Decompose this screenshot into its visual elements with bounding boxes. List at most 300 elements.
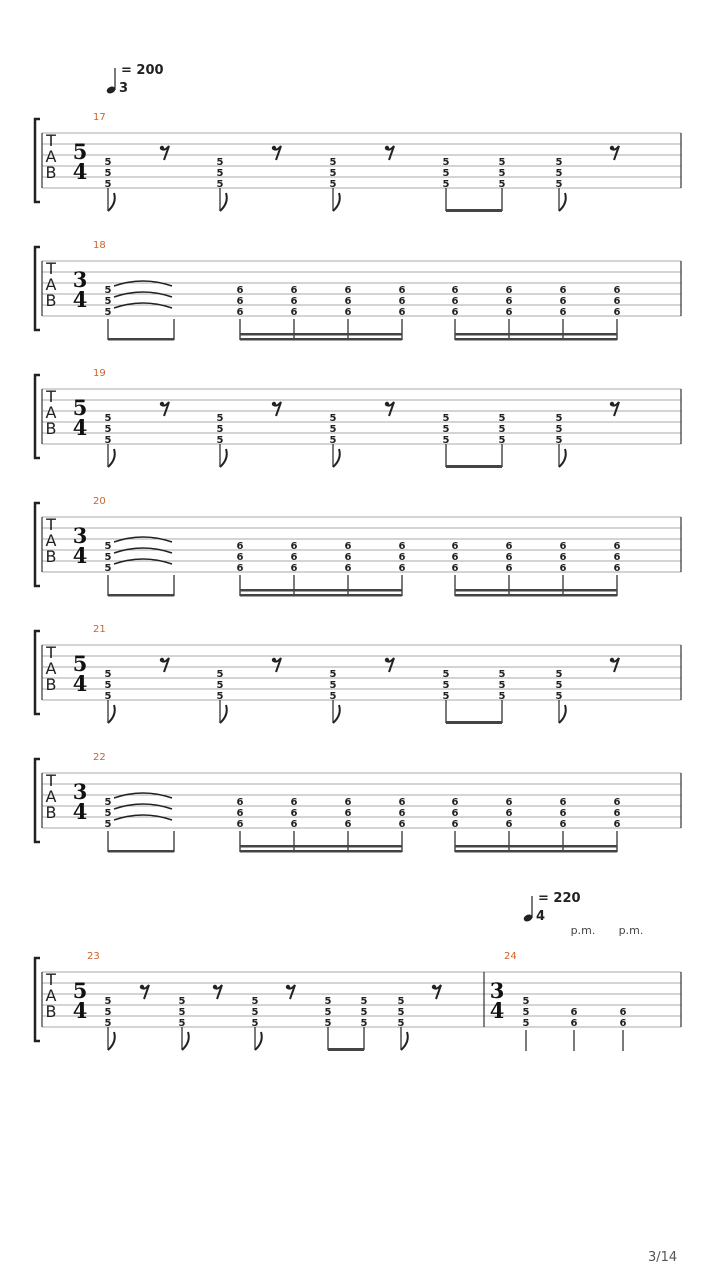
beam bbox=[455, 589, 617, 592]
beam bbox=[240, 850, 402, 853]
tempo-bpm: = 220 bbox=[538, 891, 581, 906]
fret-number: 5 bbox=[104, 541, 112, 552]
measure-number: 21 bbox=[93, 624, 106, 635]
fret-number: 5 bbox=[104, 157, 112, 168]
chord bbox=[443, 413, 450, 446]
fret-number: 6 bbox=[398, 819, 406, 830]
chord bbox=[237, 541, 244, 596]
tab-staff bbox=[42, 645, 681, 700]
fret-number: 5 bbox=[442, 691, 450, 702]
tab-clef-letter: B bbox=[45, 163, 57, 182]
tab-clef-letter: B bbox=[45, 291, 57, 310]
fret-number: 5 bbox=[329, 424, 337, 435]
chord bbox=[291, 541, 298, 596]
fret-number: 6 bbox=[398, 563, 406, 574]
fret-number: 5 bbox=[442, 435, 450, 446]
eighth-flag-icon bbox=[559, 193, 566, 211]
rest-dot bbox=[286, 985, 290, 989]
chord bbox=[614, 285, 621, 340]
fret-number: 6 bbox=[398, 797, 406, 808]
fret-number: 6 bbox=[451, 307, 459, 318]
fret-number: 5 bbox=[498, 680, 506, 691]
tab-staff bbox=[42, 517, 681, 572]
fret-number: 6 bbox=[613, 808, 621, 819]
fret-number: 6 bbox=[505, 541, 513, 552]
fret-number: 6 bbox=[613, 797, 621, 808]
fret-number: 5 bbox=[555, 424, 563, 435]
fret-number: 6 bbox=[451, 797, 459, 808]
beam bbox=[446, 209, 502, 212]
tab-clef-letter: T bbox=[46, 771, 56, 790]
time-signature-top: 5 bbox=[72, 139, 88, 164]
fret-number: 6 bbox=[236, 808, 244, 819]
fret-number: 6 bbox=[290, 808, 298, 819]
fret-number: 5 bbox=[360, 1007, 368, 1018]
fret-number: 6 bbox=[398, 296, 406, 307]
measure-number: 23 bbox=[87, 951, 100, 962]
beam bbox=[455, 338, 617, 341]
chord bbox=[325, 996, 332, 1029]
beam bbox=[446, 465, 502, 468]
chord bbox=[399, 541, 406, 596]
chord bbox=[217, 413, 224, 446]
fret-number: 6 bbox=[451, 296, 459, 307]
eighth-flag-icon bbox=[333, 193, 340, 211]
measure-number: 19 bbox=[93, 368, 106, 379]
fret-number: 6 bbox=[344, 552, 352, 563]
measure-number: 22 bbox=[93, 752, 106, 763]
chord bbox=[345, 285, 352, 340]
fret-number: 6 bbox=[344, 819, 352, 830]
fret-number: 5 bbox=[329, 435, 337, 446]
chord bbox=[105, 157, 112, 190]
fret-number: 5 bbox=[104, 797, 112, 808]
chord bbox=[499, 413, 506, 446]
fret-number: 6 bbox=[613, 307, 621, 318]
tab-clef-letter: B bbox=[45, 547, 57, 566]
fret-number: 6 bbox=[344, 541, 352, 552]
fret-number: 6 bbox=[236, 552, 244, 563]
chord bbox=[560, 797, 567, 852]
tempo-bpm: = 200 bbox=[121, 63, 164, 78]
chord bbox=[620, 1007, 627, 1029]
fret-number: 5 bbox=[104, 669, 112, 680]
tab-system-18 bbox=[35, 240, 681, 341]
tempo-value: 4 bbox=[536, 909, 546, 924]
chord bbox=[499, 157, 506, 190]
chord bbox=[506, 797, 513, 852]
chord bbox=[105, 797, 112, 830]
fret-number: 5 bbox=[216, 435, 224, 446]
chord bbox=[330, 157, 337, 190]
fret-number: 6 bbox=[505, 808, 513, 819]
fret-number: 5 bbox=[555, 669, 563, 680]
beam bbox=[455, 845, 617, 848]
fret-number: 5 bbox=[498, 157, 506, 168]
palm-mute-marking: p.m. bbox=[570, 924, 596, 937]
fret-number: 6 bbox=[236, 563, 244, 574]
fret-number: 5 bbox=[216, 179, 224, 190]
eighth-flag-icon bbox=[220, 193, 227, 211]
fret-number: 6 bbox=[236, 819, 244, 830]
fret-number: 5 bbox=[104, 424, 112, 435]
fret-number: 6 bbox=[451, 563, 459, 574]
rest-dot bbox=[160, 402, 164, 406]
fret-number: 5 bbox=[498, 435, 506, 446]
fret-number: 6 bbox=[570, 1018, 578, 1029]
fret-number: 5 bbox=[216, 157, 224, 168]
fret-number: 5 bbox=[555, 157, 563, 168]
fret-number: 6 bbox=[613, 296, 621, 307]
fret-number: 6 bbox=[290, 285, 298, 296]
page-number: 3/14 bbox=[648, 1250, 678, 1265]
fret-number: 5 bbox=[329, 413, 337, 424]
eighth-flag-icon bbox=[255, 1032, 262, 1050]
tab-clef-letter: A bbox=[45, 403, 57, 422]
time-signature-top: 3 bbox=[72, 523, 88, 548]
fret-number: 5 bbox=[104, 563, 112, 574]
fret-number: 6 bbox=[613, 285, 621, 296]
measure-number: 24 bbox=[504, 951, 517, 962]
fret-number: 6 bbox=[236, 541, 244, 552]
fret-number: 5 bbox=[397, 1007, 405, 1018]
chord bbox=[443, 669, 450, 702]
fret-number: 5 bbox=[216, 680, 224, 691]
fret-number: 6 bbox=[559, 552, 567, 563]
chord bbox=[252, 996, 259, 1029]
time-signature-bottom: 4 bbox=[72, 799, 88, 824]
chord bbox=[614, 797, 621, 852]
tab-clef-letter: A bbox=[45, 787, 57, 806]
fret-number: 6 bbox=[236, 797, 244, 808]
fret-number: 5 bbox=[329, 669, 337, 680]
palm-mute-marking: p.m. bbox=[618, 924, 644, 937]
fret-number: 6 bbox=[398, 552, 406, 563]
chord bbox=[217, 157, 224, 190]
fret-number: 6 bbox=[570, 1007, 578, 1018]
fret-number: 6 bbox=[398, 285, 406, 296]
rest-dot bbox=[610, 402, 614, 406]
fret-number: 6 bbox=[613, 541, 621, 552]
fret-number: 5 bbox=[324, 1007, 332, 1018]
fret-number: 6 bbox=[398, 541, 406, 552]
fret-number: 5 bbox=[329, 157, 337, 168]
beam bbox=[446, 721, 502, 724]
fret-number: 5 bbox=[522, 1007, 530, 1018]
tab-system-24 bbox=[490, 924, 644, 1051]
measure-number: 17 bbox=[93, 112, 106, 123]
tab-clef-letter: T bbox=[46, 131, 56, 150]
fret-number: 5 bbox=[104, 996, 112, 1007]
tab-clef-letter: A bbox=[45, 275, 57, 294]
rest-dot bbox=[385, 146, 389, 150]
tab-staff bbox=[42, 389, 681, 444]
fret-number: 5 bbox=[104, 179, 112, 190]
fret-number: 5 bbox=[329, 691, 337, 702]
fret-number: 5 bbox=[442, 669, 450, 680]
rest-dot bbox=[272, 146, 276, 150]
tab-clef-letter: B bbox=[45, 1002, 57, 1021]
chord bbox=[330, 413, 337, 446]
beam bbox=[240, 589, 402, 592]
fret-number: 5 bbox=[498, 691, 506, 702]
system-bracket bbox=[35, 503, 40, 586]
chord bbox=[330, 669, 337, 702]
fret-number: 6 bbox=[451, 552, 459, 563]
measure-number: 20 bbox=[93, 496, 106, 507]
chord bbox=[499, 669, 506, 702]
fret-number: 6 bbox=[505, 307, 513, 318]
fret-number: 5 bbox=[216, 168, 224, 179]
fret-number: 6 bbox=[290, 563, 298, 574]
fret-number: 6 bbox=[290, 541, 298, 552]
eighth-flag-icon bbox=[559, 705, 566, 723]
fret-number: 5 bbox=[216, 413, 224, 424]
fret-number: 5 bbox=[329, 179, 337, 190]
fret-number: 6 bbox=[619, 1007, 627, 1018]
fret-number: 6 bbox=[559, 819, 567, 830]
chord bbox=[556, 669, 563, 702]
fret-number: 5 bbox=[442, 168, 450, 179]
rest-dot bbox=[272, 402, 276, 406]
fret-number: 6 bbox=[290, 819, 298, 830]
chord bbox=[571, 1007, 578, 1029]
fret-number: 5 bbox=[360, 1018, 368, 1029]
chord bbox=[361, 996, 368, 1029]
rest-dot bbox=[160, 146, 164, 150]
fret-number: 6 bbox=[613, 552, 621, 563]
fret-number: 6 bbox=[505, 296, 513, 307]
fret-number: 6 bbox=[505, 563, 513, 574]
chord bbox=[291, 285, 298, 340]
fret-number: 6 bbox=[559, 797, 567, 808]
fret-number: 5 bbox=[555, 413, 563, 424]
fret-number: 6 bbox=[559, 285, 567, 296]
fret-number: 5 bbox=[178, 1007, 186, 1018]
chord bbox=[105, 541, 112, 574]
tempo-marking bbox=[523, 891, 581, 924]
time-signature-bottom: 4 bbox=[72, 671, 88, 696]
tab-system-19 bbox=[35, 368, 681, 468]
fret-number: 6 bbox=[559, 808, 567, 819]
fret-number: 5 bbox=[555, 435, 563, 446]
tab-clef-letter: A bbox=[45, 531, 57, 550]
chord bbox=[105, 413, 112, 446]
system-bracket bbox=[35, 375, 40, 458]
chord bbox=[443, 157, 450, 190]
eighth-flag-icon bbox=[182, 1032, 189, 1050]
fret-number: 5 bbox=[104, 1018, 112, 1029]
system-bracket bbox=[35, 958, 40, 1041]
fret-number: 6 bbox=[236, 307, 244, 318]
fret-number: 6 bbox=[344, 808, 352, 819]
fret-number: 6 bbox=[451, 819, 459, 830]
eighth-flag-icon bbox=[220, 705, 227, 723]
fret-number: 6 bbox=[505, 285, 513, 296]
fret-number: 5 bbox=[442, 157, 450, 168]
fret-number: 6 bbox=[559, 307, 567, 318]
system-bracket bbox=[35, 119, 40, 202]
fret-number: 5 bbox=[251, 1007, 259, 1018]
fret-number: 5 bbox=[442, 179, 450, 190]
fret-number: 5 bbox=[104, 552, 112, 563]
tempo-value: 3 bbox=[119, 81, 129, 96]
fret-number: 5 bbox=[324, 996, 332, 1007]
fret-number: 5 bbox=[216, 691, 224, 702]
chord bbox=[345, 541, 352, 596]
beam bbox=[240, 845, 402, 848]
beam bbox=[240, 338, 402, 341]
chord bbox=[399, 285, 406, 340]
eighth-flag-icon bbox=[559, 449, 566, 467]
rest-dot bbox=[432, 985, 436, 989]
beam bbox=[240, 594, 402, 597]
beam bbox=[108, 594, 174, 597]
fret-number: 6 bbox=[290, 552, 298, 563]
chord bbox=[452, 797, 459, 852]
eighth-flag-icon bbox=[108, 193, 115, 211]
chord bbox=[105, 669, 112, 702]
chord bbox=[506, 541, 513, 596]
eighth-flag-icon bbox=[220, 449, 227, 467]
fret-number: 5 bbox=[522, 996, 530, 1007]
rest-dot bbox=[385, 658, 389, 662]
tab-staff bbox=[42, 133, 681, 188]
chord bbox=[556, 413, 563, 446]
time-signature-bottom: 4 bbox=[72, 543, 88, 568]
fret-number: 6 bbox=[451, 285, 459, 296]
fret-number: 5 bbox=[329, 680, 337, 691]
tempo-marking bbox=[106, 63, 164, 96]
chord bbox=[237, 285, 244, 340]
tab-system-21 bbox=[35, 624, 681, 724]
time-signature-top: 3 bbox=[489, 978, 505, 1003]
fret-number: 6 bbox=[505, 797, 513, 808]
tab-clef-letter: T bbox=[46, 387, 56, 406]
fret-number: 5 bbox=[216, 424, 224, 435]
beam bbox=[108, 338, 174, 341]
fret-number: 5 bbox=[104, 1007, 112, 1018]
fret-number: 6 bbox=[505, 552, 513, 563]
measure-number: 18 bbox=[93, 240, 106, 251]
fret-number: 5 bbox=[360, 996, 368, 1007]
time-signature-bottom: 4 bbox=[72, 287, 88, 312]
fret-number: 5 bbox=[555, 168, 563, 179]
fret-number: 5 bbox=[251, 996, 259, 1007]
chord bbox=[556, 157, 563, 190]
time-signature-bottom: 4 bbox=[489, 998, 505, 1023]
fret-number: 5 bbox=[178, 1018, 186, 1029]
fret-number: 5 bbox=[104, 307, 112, 318]
fret-number: 6 bbox=[290, 296, 298, 307]
fret-number: 5 bbox=[522, 1018, 530, 1029]
beam bbox=[455, 850, 617, 853]
fret-number: 5 bbox=[555, 691, 563, 702]
fret-number: 5 bbox=[329, 168, 337, 179]
fret-number: 6 bbox=[290, 307, 298, 318]
fret-number: 5 bbox=[178, 996, 186, 1007]
tab-clef-letter: A bbox=[45, 986, 57, 1005]
fret-number: 5 bbox=[397, 1018, 405, 1029]
fret-number: 6 bbox=[398, 808, 406, 819]
system-bracket bbox=[35, 631, 40, 714]
tab-clef-letter: T bbox=[46, 970, 56, 989]
rest-dot bbox=[385, 402, 389, 406]
rest-dot bbox=[272, 658, 276, 662]
fret-number: 5 bbox=[498, 168, 506, 179]
chord bbox=[523, 996, 530, 1029]
chord bbox=[105, 285, 112, 318]
fret-number: 5 bbox=[104, 285, 112, 296]
beam bbox=[108, 850, 174, 853]
fret-number: 6 bbox=[559, 296, 567, 307]
tab-clef-letter: T bbox=[46, 259, 56, 278]
fret-number: 5 bbox=[324, 1018, 332, 1029]
chord bbox=[560, 541, 567, 596]
fret-number: 6 bbox=[344, 296, 352, 307]
fret-number: 5 bbox=[442, 680, 450, 691]
tab-clef-letter: A bbox=[45, 659, 57, 678]
chord bbox=[398, 996, 405, 1029]
eighth-flag-icon bbox=[108, 449, 115, 467]
fret-number: 5 bbox=[216, 669, 224, 680]
fret-number: 6 bbox=[344, 797, 352, 808]
beam bbox=[328, 1048, 364, 1051]
fret-number: 5 bbox=[498, 424, 506, 435]
fret-number: 5 bbox=[442, 413, 450, 424]
tab-clef-letter: B bbox=[45, 675, 57, 694]
fret-number: 5 bbox=[104, 680, 112, 691]
tab-system-20 bbox=[35, 496, 681, 597]
fret-number: 5 bbox=[498, 669, 506, 680]
fret-number: 6 bbox=[236, 296, 244, 307]
fret-number: 6 bbox=[344, 285, 352, 296]
fret-number: 5 bbox=[104, 435, 112, 446]
eighth-flag-icon bbox=[108, 1032, 115, 1050]
eighth-flag-icon bbox=[401, 1032, 408, 1050]
chord bbox=[237, 797, 244, 852]
fret-number: 6 bbox=[344, 563, 352, 574]
time-signature-bottom: 4 bbox=[72, 159, 88, 184]
rest-dot bbox=[213, 985, 217, 989]
tab-system-23 bbox=[35, 951, 681, 1051]
chord bbox=[105, 996, 112, 1029]
eighth-flag-icon bbox=[333, 705, 340, 723]
fret-number: 6 bbox=[613, 563, 621, 574]
fret-number: 6 bbox=[344, 307, 352, 318]
beam bbox=[455, 594, 617, 597]
fret-number: 5 bbox=[104, 819, 112, 830]
rest-dot bbox=[610, 146, 614, 150]
chord bbox=[217, 669, 224, 702]
tab-clef-letter: B bbox=[45, 803, 57, 822]
tab-clef-letter: T bbox=[46, 515, 56, 534]
fret-number: 5 bbox=[555, 680, 563, 691]
chord bbox=[452, 541, 459, 596]
fret-number: 5 bbox=[397, 996, 405, 1007]
fret-number: 5 bbox=[251, 1018, 259, 1029]
fret-number: 6 bbox=[505, 819, 513, 830]
fret-number: 6 bbox=[613, 819, 621, 830]
chord bbox=[345, 797, 352, 852]
beam bbox=[455, 333, 617, 336]
tab-clef-letter: T bbox=[46, 643, 56, 662]
tab-staff bbox=[42, 261, 681, 316]
chord bbox=[614, 541, 621, 596]
fret-number: 5 bbox=[104, 413, 112, 424]
fret-number: 5 bbox=[104, 296, 112, 307]
eighth-flag-icon bbox=[333, 449, 340, 467]
